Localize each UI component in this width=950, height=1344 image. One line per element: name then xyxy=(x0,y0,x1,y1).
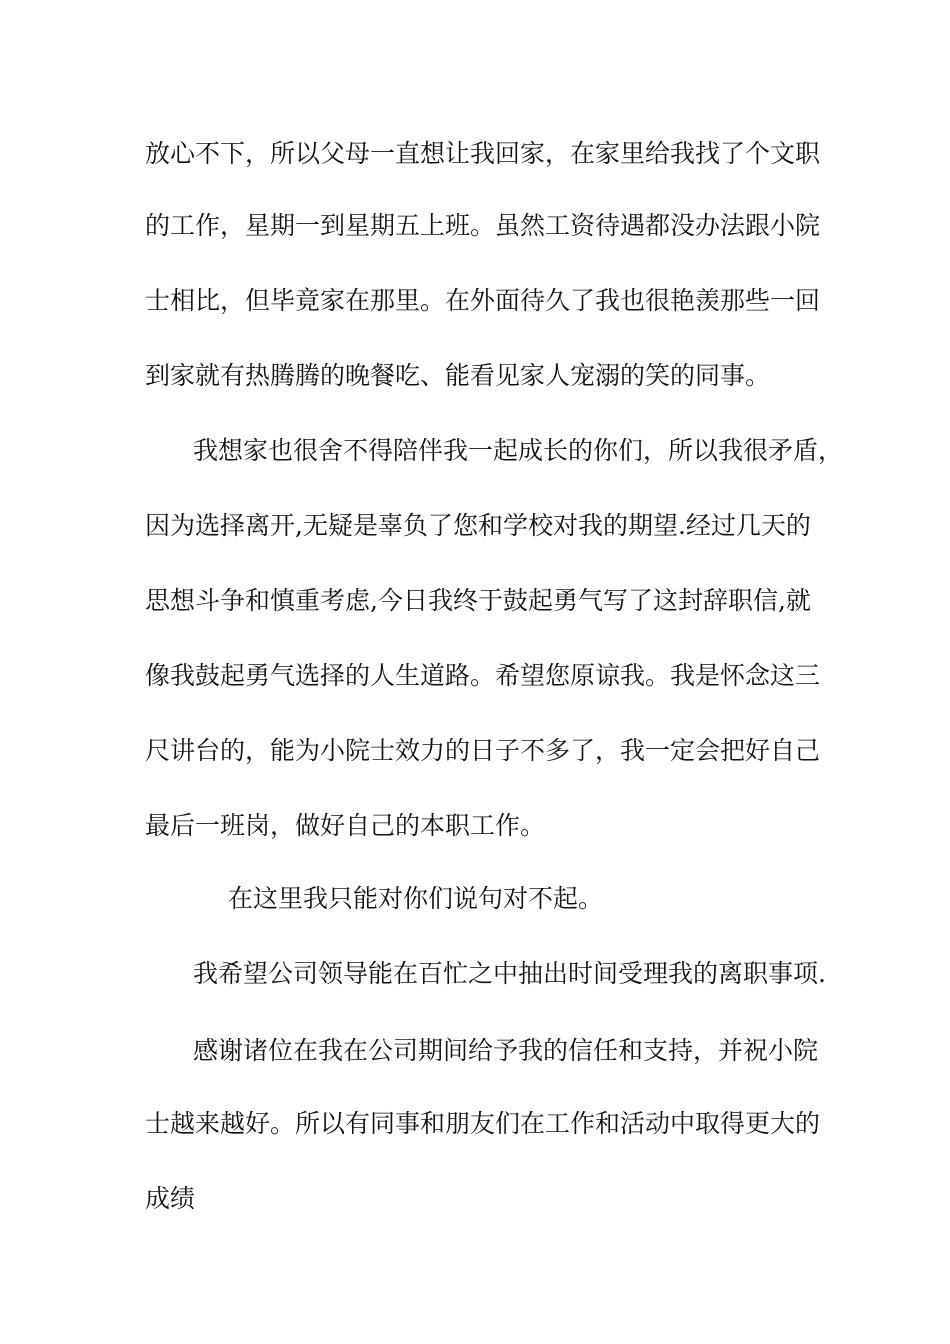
text-line-2: 的工作，星期一到星期五上班。虽然工资待遇都没办法跟小院 xyxy=(145,211,821,240)
text-line-11: 在这里我只能对你们说句对不起。 xyxy=(228,884,604,913)
text-line-8: 像我鼓起勇气选择的人生道路。希望您原谅我。我是怀念这三 xyxy=(145,661,821,690)
text-line-5: 我想家也很舍不得陪伴我一起成长的你们，所以我很矛盾， xyxy=(193,436,844,465)
text-line-15: 成绩 xyxy=(145,1184,196,1213)
text-line-10: 最后一班岗，做好自己的本职工作。 xyxy=(145,811,546,840)
text-line-1: 放心不下，所以父母一直想让我回家，在家里给我找了个文职 xyxy=(145,139,821,168)
text-line-13: 感谢诸位在我在公司期间给予我的信任和支持，并祝小院 xyxy=(193,1036,819,1065)
text-line-14: 士越来越好。所以有同事和朋友们在工作和活动中取得更大的 xyxy=(145,1109,821,1138)
text-line-7: 思想斗争和慎重考虑,今日我终于鼓起勇气写了这封辞职信,就 xyxy=(145,586,811,615)
text-line-9: 尺讲台的，能为小院士效力的日子不多了，我一定会把好自己 xyxy=(145,736,821,765)
text-line-3: 士相比，但毕竟家在那里。在外面待久了我也很艳羡那些一回 xyxy=(145,286,821,315)
text-line-12: 我希望公司领导能在百忙之中抽出时间受理我的离职事项. xyxy=(193,959,826,988)
text-line-4: 到家就有热腾腾的晚餐吃、能看见家人宠溺的笑的同事。 xyxy=(145,361,771,390)
text-line-6: 因为选择离开,无疑是辜负了您和学校对我的期望.经过几天的 xyxy=(145,511,811,540)
